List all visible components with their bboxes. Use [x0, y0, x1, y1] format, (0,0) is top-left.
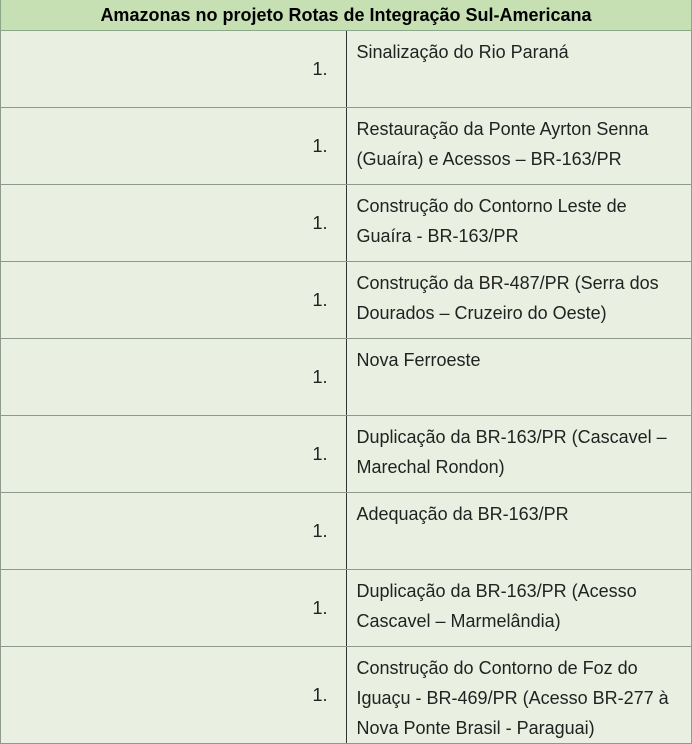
table-row: [1, 416, 692, 493]
table-row: [1, 108, 692, 185]
row-text: Adequação da BR-163/PR: [346, 493, 692, 570]
row-text: Duplicação da BR-163/PR (Acesso Cascavel – Marmelândia): [346, 570, 692, 647]
row-text: Construção da BR-487/PR (Serra dos Dourados – Cruzeiro do Oeste): [346, 262, 692, 339]
row-number: 1.: [1, 339, 347, 416]
table-row: [1, 493, 692, 570]
row-number: 1.: [1, 108, 347, 185]
row-number: 1.: [1, 493, 347, 570]
row-number: 1.: [1, 31, 347, 108]
table-row: [1, 570, 692, 647]
table-row: [1, 262, 692, 339]
table-row: [1, 339, 692, 416]
row-text: Restauração da Ponte Ayrton Senna (Guaíra) e Acessos – BR-163/PR: [346, 108, 692, 185]
table-header-row: [1, 0, 692, 31]
row-text: Construção do Contorno Leste de Guaíra - BR-163/PR: [346, 185, 692, 262]
row-text: Duplicação da BR-163/PR (Cascavel – Marechal Rondon): [346, 416, 692, 493]
table-row: [1, 185, 692, 262]
row-number: 1.: [1, 416, 347, 493]
row-text: Sinalização do Rio Paraná: [346, 31, 692, 108]
table-title: Amazonas no projeto Rotas de Integração Sul-Americana: [1, 0, 692, 31]
row-number: 1.: [1, 262, 347, 339]
row-number: 1.: [1, 647, 347, 744]
row-text: Nova Ferroeste: [346, 339, 692, 416]
table-row: [1, 647, 692, 744]
row-number: 1.: [1, 570, 347, 647]
row-text: Construção do Contorno de Foz do Iguaçu - BR-469/PR (Acesso BR-277 à Nova Ponte Brasil - Paraguai): [346, 647, 692, 744]
table-row: [1, 31, 692, 108]
row-number: 1.: [1, 185, 347, 262]
